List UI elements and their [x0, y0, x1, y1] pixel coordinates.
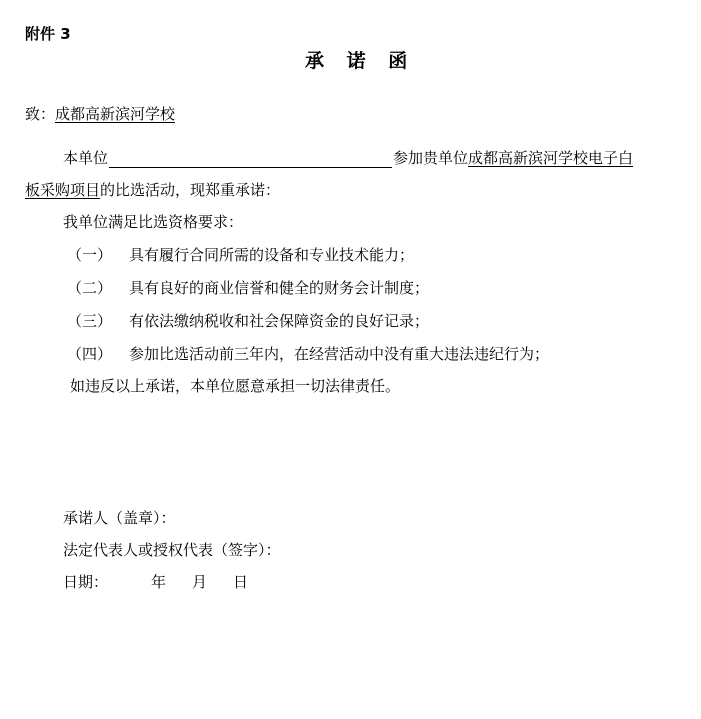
recipient-name: 成都高新滨河学校 — [55, 105, 176, 123]
item-number: （三） — [67, 312, 113, 330]
recipient-line — [25, 104, 175, 124]
paragraph-start: 本单位 — [63, 149, 109, 167]
paragraph-line-2 — [25, 180, 280, 200]
item-text: 具有良好的商业信誉和健全的财务会计制度； — [129, 279, 430, 297]
list-item — [67, 311, 429, 331]
date-month: 月 — [192, 573, 208, 591]
list-item — [67, 245, 414, 265]
unit-name-blank — [109, 149, 392, 168]
date-line — [63, 572, 248, 592]
list-item — [67, 278, 429, 298]
item-number: （一） — [67, 246, 113, 264]
project-name-part-1: 成都高新滨河学校电子白 — [468, 149, 634, 167]
date-label: 日期： — [63, 573, 109, 591]
paragraph-line-1 — [63, 148, 633, 168]
date-day: 日 — [233, 573, 249, 591]
paragraph-middle: 参加贵单位 — [393, 149, 469, 167]
item-number: （二） — [67, 279, 113, 297]
attachment-label: 附件 3 — [25, 25, 71, 43]
item-text: 具有履行合同所需的设备和专业技术能力； — [129, 246, 415, 264]
paragraph-end: 的比选活动，现郑重承诺： — [100, 181, 281, 199]
date-year: 年 — [151, 573, 167, 591]
requirements-intro: 我单位满足比选资格要求： — [63, 213, 244, 231]
representative-signature-line: 法定代表人或授权代表（签字）： — [63, 541, 281, 559]
closing-statement: 如违反以上承诺，本单位愿意承担一切法律责任。 — [70, 377, 401, 395]
item-number: （四） — [67, 345, 113, 363]
item-text: 参加比选活动前三年内，在经营活动中没有重大违法违纪行为； — [129, 345, 550, 363]
item-text: 有依法缴纳税收和社会保障资金的良好记录； — [129, 312, 430, 330]
list-item — [67, 344, 549, 364]
recipient-prefix: 致： — [25, 105, 56, 123]
page-title: 承 诺 函 — [305, 50, 416, 72]
promisor-seal-line: 承诺人（盖章）： — [63, 509, 176, 527]
project-name-part-2: 板采购项目 — [25, 181, 101, 199]
